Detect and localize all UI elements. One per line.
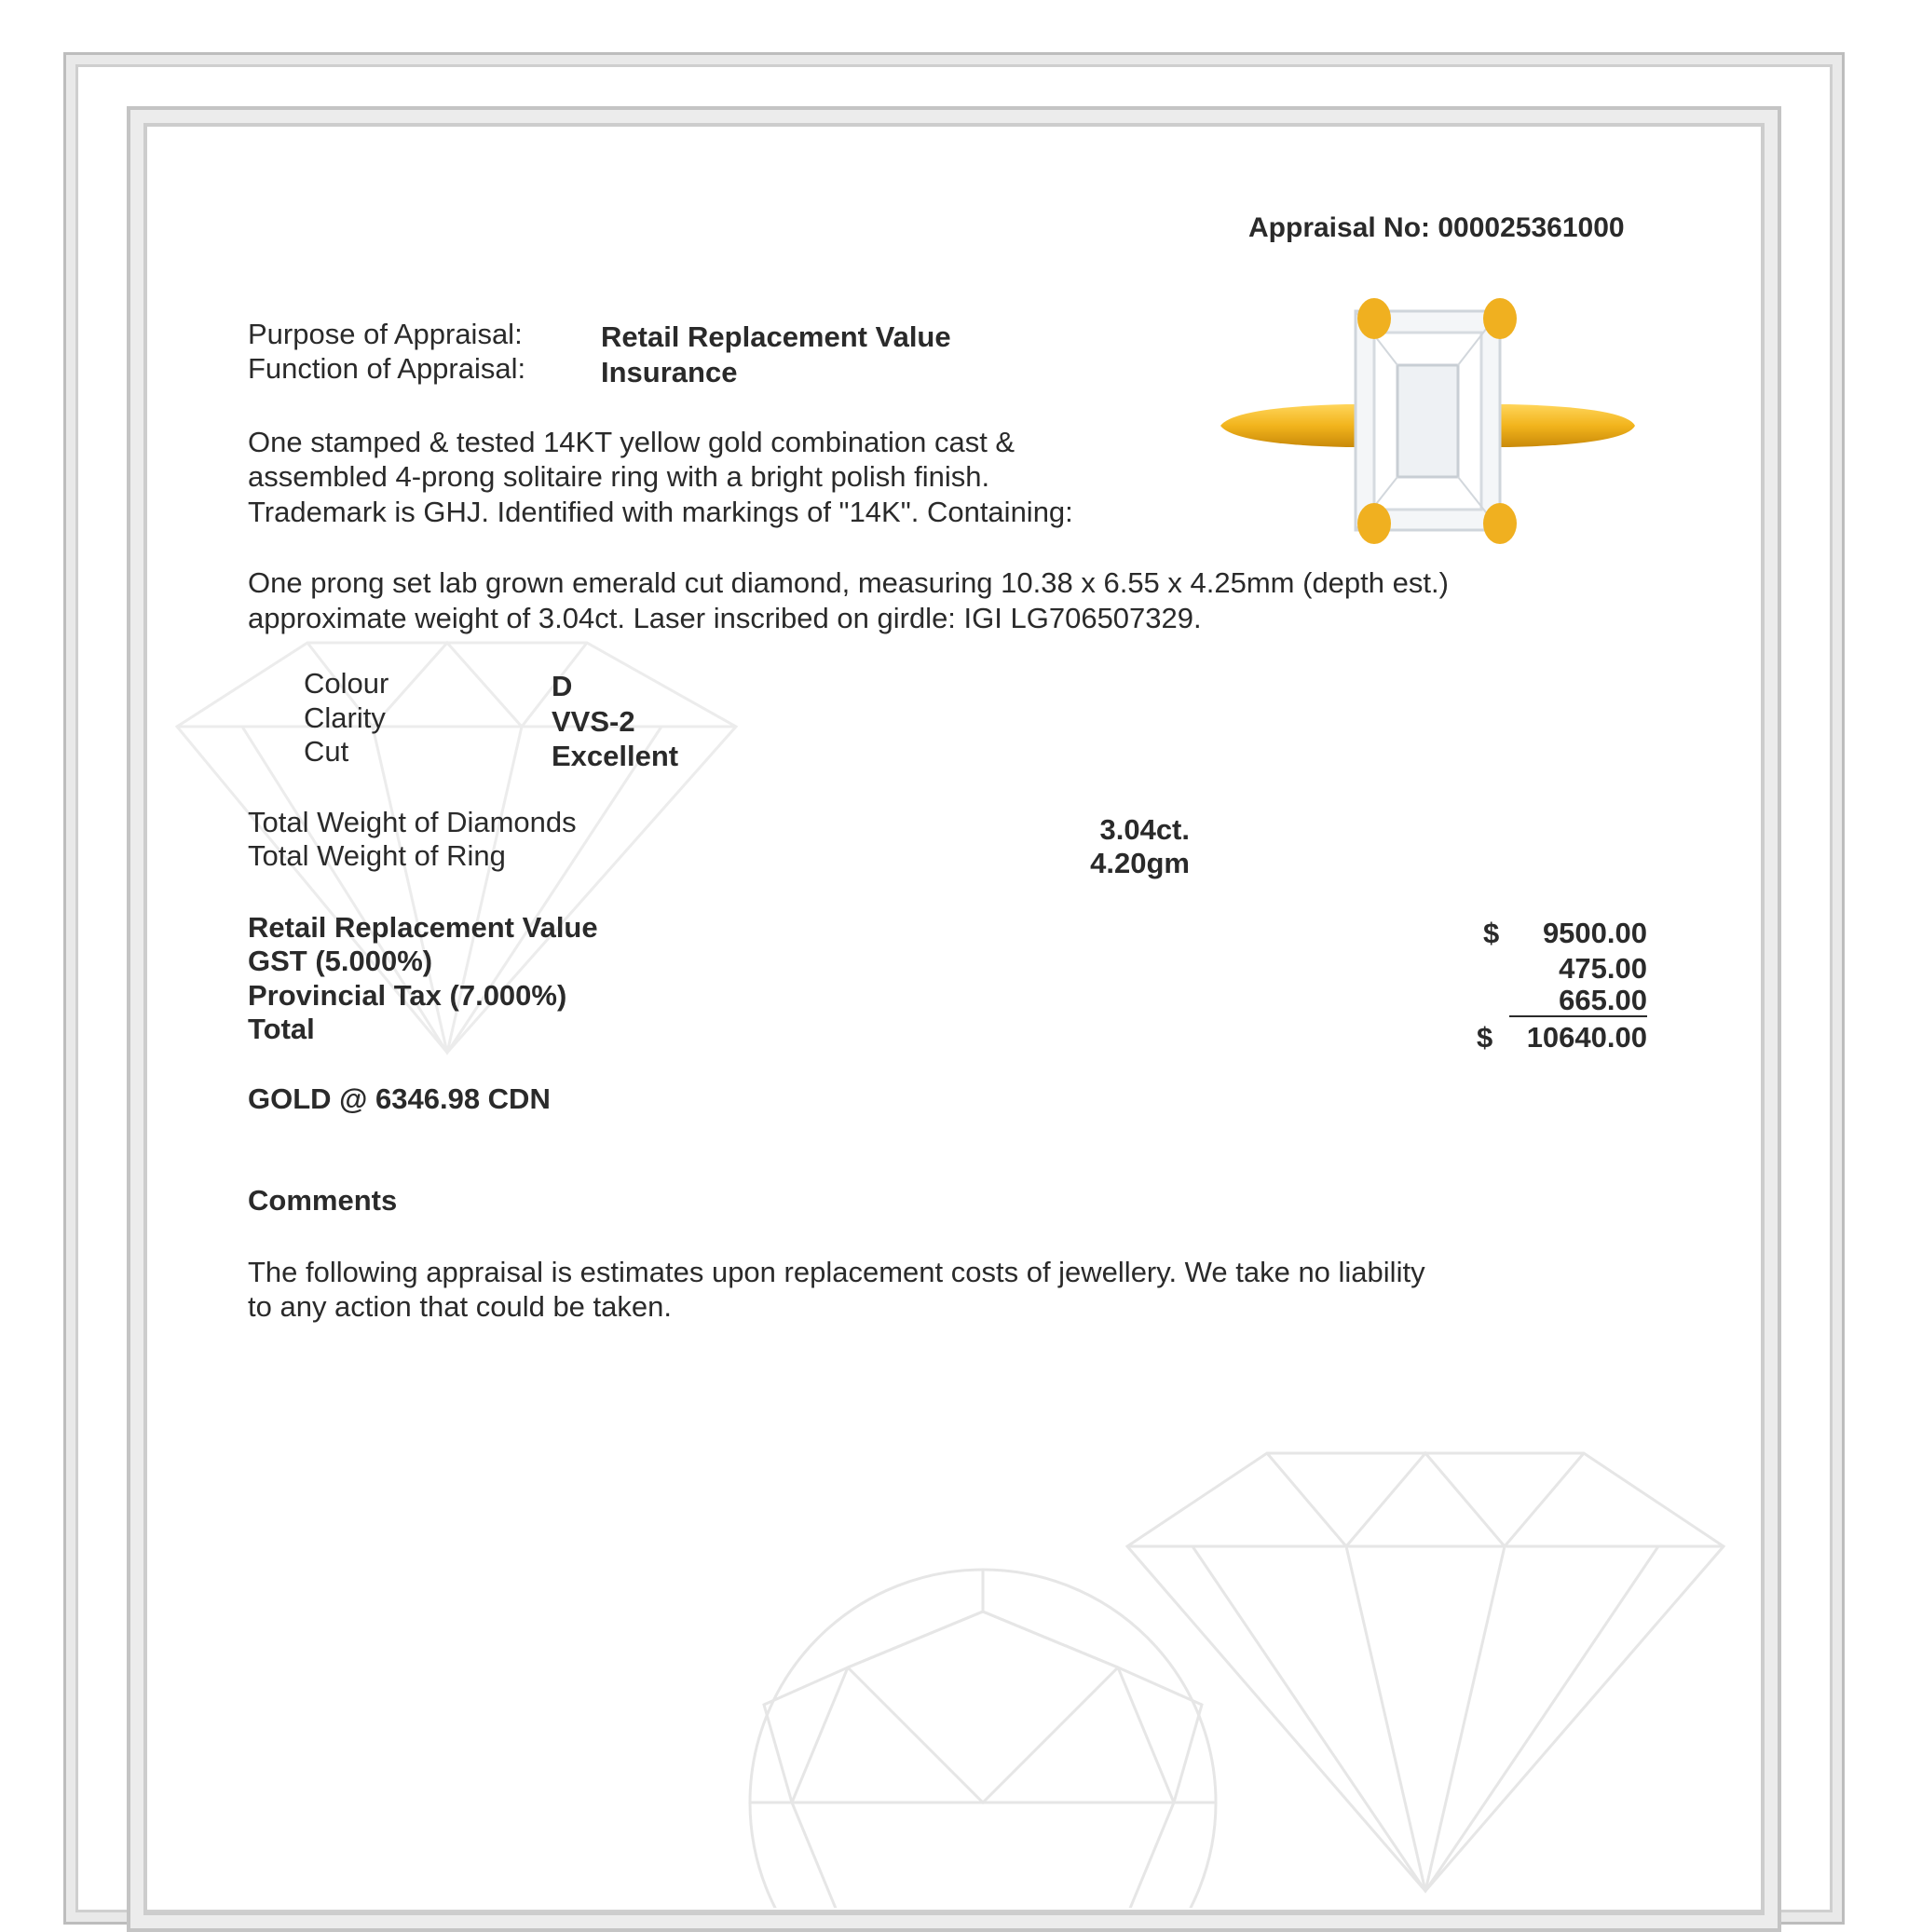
currency-symbol: $ — [1483, 917, 1500, 949]
colour-value: D — [552, 670, 573, 702]
gst-label: GST (5.000%) — [248, 945, 433, 977]
value-label: Retail Replacement Value — [248, 911, 598, 944]
cut-value: Excellent — [552, 740, 679, 772]
provincial-tax-amount: 665.00 — [1509, 985, 1647, 1017]
purpose-value: Retail Replacement Value — [601, 320, 951, 353]
comments-heading: Comments — [248, 1184, 398, 1217]
diamond-line: approximate weight of 3.04ct. Laser inscribed on girdle: IGI LG706507329. — [248, 602, 1202, 634]
comments-line: to any action that could be taken. — [248, 1290, 672, 1323]
diamond-line: One prong set lab grown emerald cut diamond, measuring 10.38 x 6.55 x 4.25mm (depth est.) — [248, 566, 1449, 599]
currency-symbol: $ — [1477, 1021, 1493, 1054]
description-line: Trademark is GHJ. Identified with markings of "14K". Containing: — [248, 496, 1073, 528]
description-line: One stamped & tested 14KT yellow gold combination cast & — [248, 426, 1015, 458]
diamond-weight-label: Total Weight of Diamonds — [248, 806, 577, 838]
gst-amount: 475.00 — [1559, 952, 1647, 985]
colour-label: Colour — [304, 667, 389, 700]
function-value: Insurance — [601, 356, 738, 388]
ring-weight-label: Total Weight of Ring — [248, 839, 506, 872]
total-amount: 10640.00 — [1526, 1021, 1647, 1054]
purpose-label: Purpose of Appraisal: — [248, 318, 523, 350]
appraisal-number: Appraisal No: 000025361000 — [1248, 212, 1625, 243]
ring-image — [1216, 291, 1640, 551]
value-amount: 9500.00 — [1542, 917, 1647, 949]
clarity-label: Clarity — [304, 701, 386, 734]
gold-price: GOLD @ 6346.98 CDN — [248, 1082, 551, 1115]
description-line: assembled 4-prong solitaire ring with a bright polish finish. — [248, 460, 990, 493]
function-label: Function of Appraisal: — [248, 352, 526, 385]
provincial-tax-label: Provincial Tax (7.000%) — [248, 979, 567, 1012]
total-label: Total — [248, 1013, 315, 1045]
comments-line: The following appraisal is estimates upon replacement costs of jewellery. We take no liability — [248, 1256, 1425, 1288]
cut-label: Cut — [304, 735, 349, 768]
ring-weight-value: 4.20gm — [1090, 847, 1190, 879]
clarity-value: VVS-2 — [552, 705, 635, 738]
diamond-weight-value: 3.04ct. — [1099, 813, 1190, 846]
